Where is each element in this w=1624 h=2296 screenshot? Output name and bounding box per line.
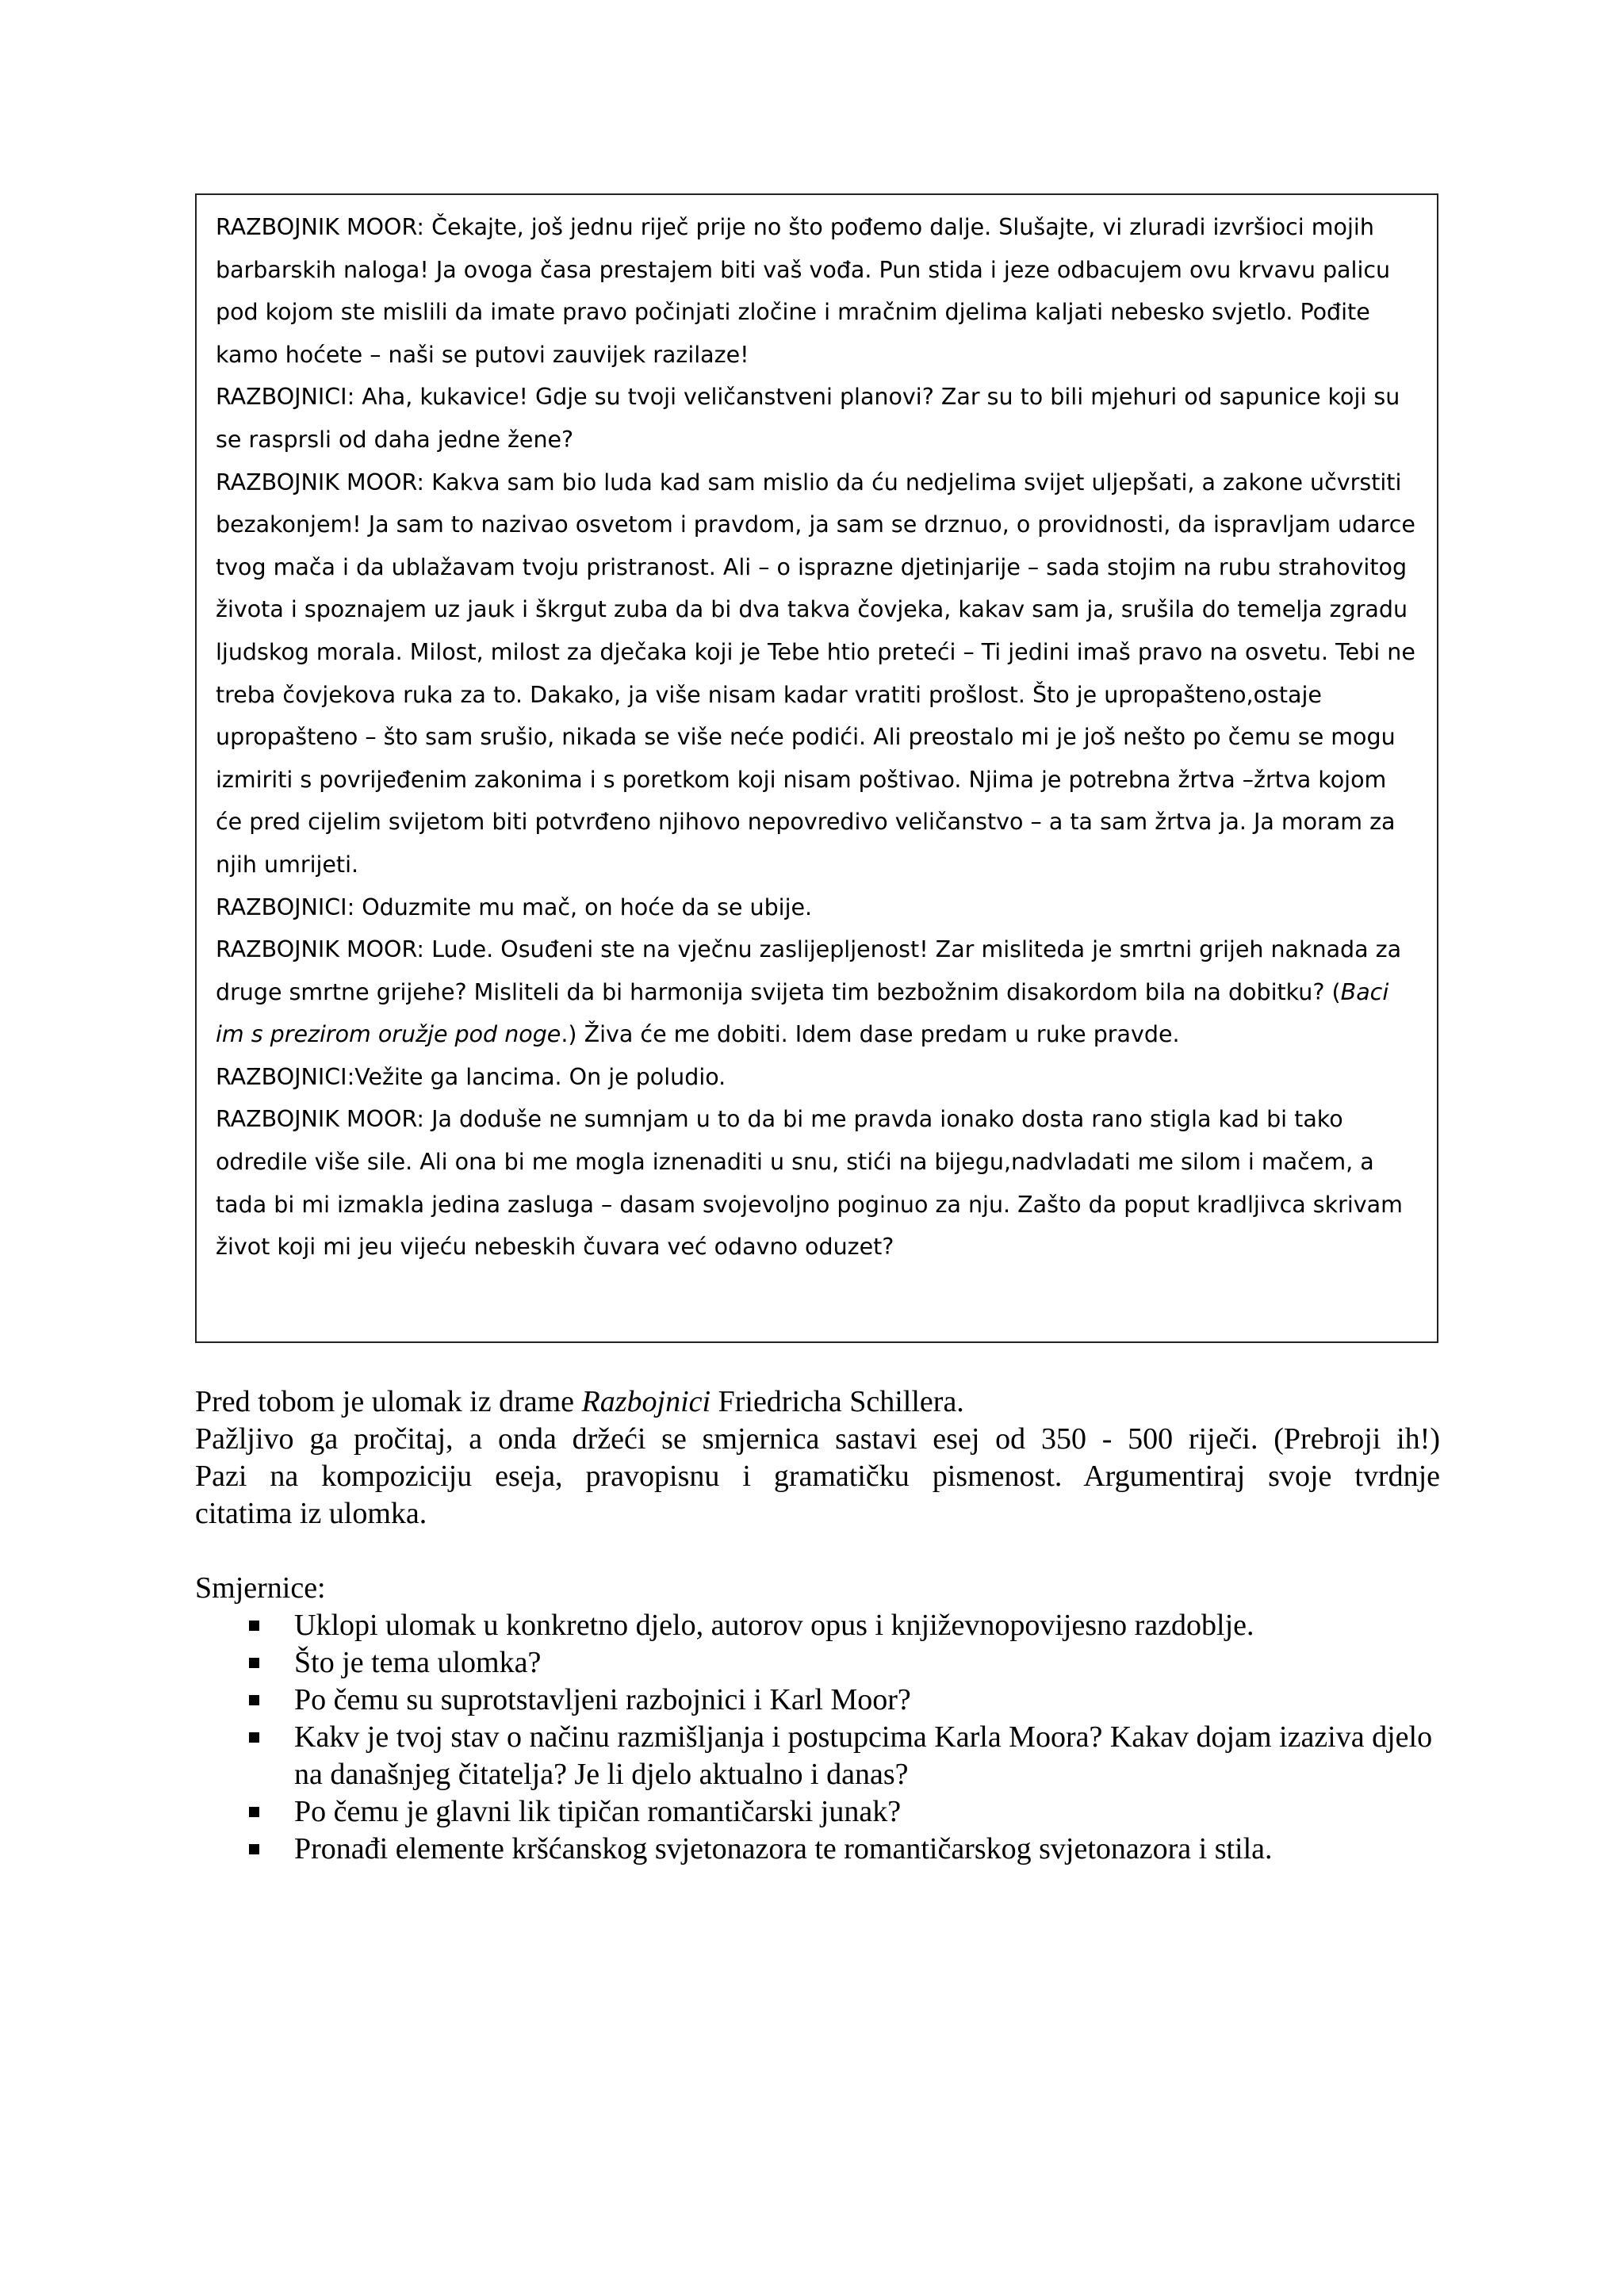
guideline-text: Uklopi ulomak u konkretno djelo, autorov opus i književnopovijesno razdoblje. xyxy=(294,1609,1254,1642)
guideline-item xyxy=(195,1793,1440,1831)
square-bullet-icon xyxy=(249,1621,259,1631)
guideline-item xyxy=(195,1607,1440,1644)
task-instruction-line-1: Pažljivo ga pročitaj, a onda držeći se smjernica sastavi esej od 350 - 500 riječi. (Prebroji ih!) xyxy=(195,1422,1440,1456)
square-bullet-icon xyxy=(249,1658,259,1668)
task-intro xyxy=(195,1383,1440,1421)
excerpt-paragraph-moor-3 xyxy=(216,928,1418,1056)
square-bullet-icon xyxy=(249,1695,259,1705)
excerpt-paragraph-moor-4: RAZBOJNIK MOOR: Ja doduše ne sumnjam u to da bi me pravda ionako dosta rano stigla kad bi tako odredile više sile. Ali ona bi me mogla iznenaditi u snu, stići na bijegu,nadvladati me silom i mačem, a tada bi mi izmakla jedina zasluga – dasam svojevoljno poginuo za nju. Zašto da poput kradljivca skrivam život koji mi jeu vijeću nebeskih čuvara već odavno oduzet? xyxy=(216,1106,1403,1261)
guideline-text: Po čemu su suprotstavljeni razbojnici i Karl Moor? xyxy=(294,1683,911,1716)
task-instruction-line-2: Pazi na kompoziciju eseja, pravopisnu i gramatičku pismenost. Argumentiraj svoje tvrdnje xyxy=(195,1460,1440,1493)
square-bullet-icon xyxy=(249,1844,259,1854)
excerpt-text: RAZBOJNIK MOOR: Lude. Osuđeni ste na vječnu zaslijepljenost! Zar misliteda je smrtni grijeh naknada za druge smrtne grijehe? Misliteli da bi harmonija svijeta tim bezbožnim disakordom bila na dobitku? ( xyxy=(216,936,1402,1005)
task-intro-text: Friedricha Schillera. xyxy=(710,1385,964,1418)
guideline-item xyxy=(195,1644,1440,1682)
drama-excerpt-box xyxy=(195,193,1438,1343)
guideline-item xyxy=(195,1719,1440,1793)
guideline-text: Kakv je tvoj stav o načinu razmišljanja i postupcima Karla Moora? Kakav dojam izaziva djelo na današnjeg čitatelja? Je li djelo aktualno i danas? xyxy=(294,1720,1433,1791)
excerpt-paragraph-robbers-3: RAZBOJNICI:Vežite ga lancima. On je poludio. xyxy=(216,1063,726,1090)
guideline-text: Što je tema ulomka? xyxy=(294,1646,542,1679)
guidelines-heading: Smjernice: xyxy=(195,1571,326,1605)
guideline-item xyxy=(195,1682,1440,1719)
guideline-text: Po čemu je glavni lik tipičan romantičarski junak? xyxy=(294,1795,902,1828)
task-instruction-line-3: citatima iz ulomka. xyxy=(195,1497,427,1530)
stage-direction: Baci im s prezirom oružje pod noge xyxy=(216,978,1389,1048)
excerpt-text: .) Živa će me dobiti. Idem dase predam u ruke pravde. xyxy=(561,1021,1180,1048)
guideline-item xyxy=(195,1831,1440,1868)
excerpt-paragraph-robbers-2: RAZBOJNICI: Oduzmite mu mač, on hoće da se ubije. xyxy=(216,894,813,920)
excerpt-paragraph-moor-1: RAZBOJNIK MOOR: Čekajte, još jednu riječ prije no što pođemo dalje. Slušajte, vi zluradi izvršioci mojih barbarskih naloga! Ja ovoga časa prestajem biti vaš vođa. Pun stida i jeze odbacujem ovu krvavu palicu pod kojom ste mislili da imate pravo počinjati zločine i mračnim djelima kaljati nebesko svjetlo. Pođite kamo hoćete – naši se putovi zauvijek razilaze! xyxy=(216,214,1391,368)
task-intro-text: Pred tobom je ulomak iz drame xyxy=(195,1385,582,1418)
excerpt-paragraph-moor-2: RAZBOJNIK MOOR: Kakva sam bio luda kad sam mislio da ću nedjelima svijet uljepšati, a zakone učvrstiti bezakonjem! Ja sam to nazivao osvetom i pravdom, ja sam se drznuo, o providnosti, da ispravljam udarce tvog mača i da ublažavam tvoju pristranost. Ali – o isprazne djetinjarije – sada stojim na rubu strahovitog života i spoznajem uz jauk i škrgut zuba da bi dva takva čovjeka, kakav sam ja, srušila do temelja zgradu ljudskog morala. Milost, milost za dječaka koji je Tebe htio preteći – Ti jedini imaš pravo na osvetu. Tebi ne treba čovjekova ruka za to. Dakako, ja više nisam kadar vratiti prošlost. Što je upropašteno,ostaje upropašteno – što sam srušio, nikada se više neće podići. Ali preostalo mi je još nešto po čemu se mogu izmiriti s povrijeđenim zakonima i s poretkom koji nisam poštivao. Njima je potrebna žrtva –žrtva kojom će pred cijelim svijetom biti potvrđeno njihovo nepovredivo veličanstvo – a ta sam žrtva ja. Ja moram za njih umrijeti. xyxy=(216,469,1415,878)
square-bullet-icon xyxy=(249,1807,259,1817)
square-bullet-icon xyxy=(249,1732,259,1743)
drama-title: Razbojnici xyxy=(581,1385,711,1418)
task-section xyxy=(195,1383,1440,1868)
excerpt-paragraph-robbers-1: RAZBOJNICI: Aha, kukavice! Gdje su tvoji veličanstveni planovi? Zar su to bili mjehuri od sapunice koji su se rasprsli od daha jedne žene? xyxy=(216,384,1400,453)
guidelines-list xyxy=(195,1607,1440,1868)
guideline-text: Pronađi elemente kršćanskog svjetonazora te romantičarskog svjetonazora i stila. xyxy=(294,1832,1273,1866)
